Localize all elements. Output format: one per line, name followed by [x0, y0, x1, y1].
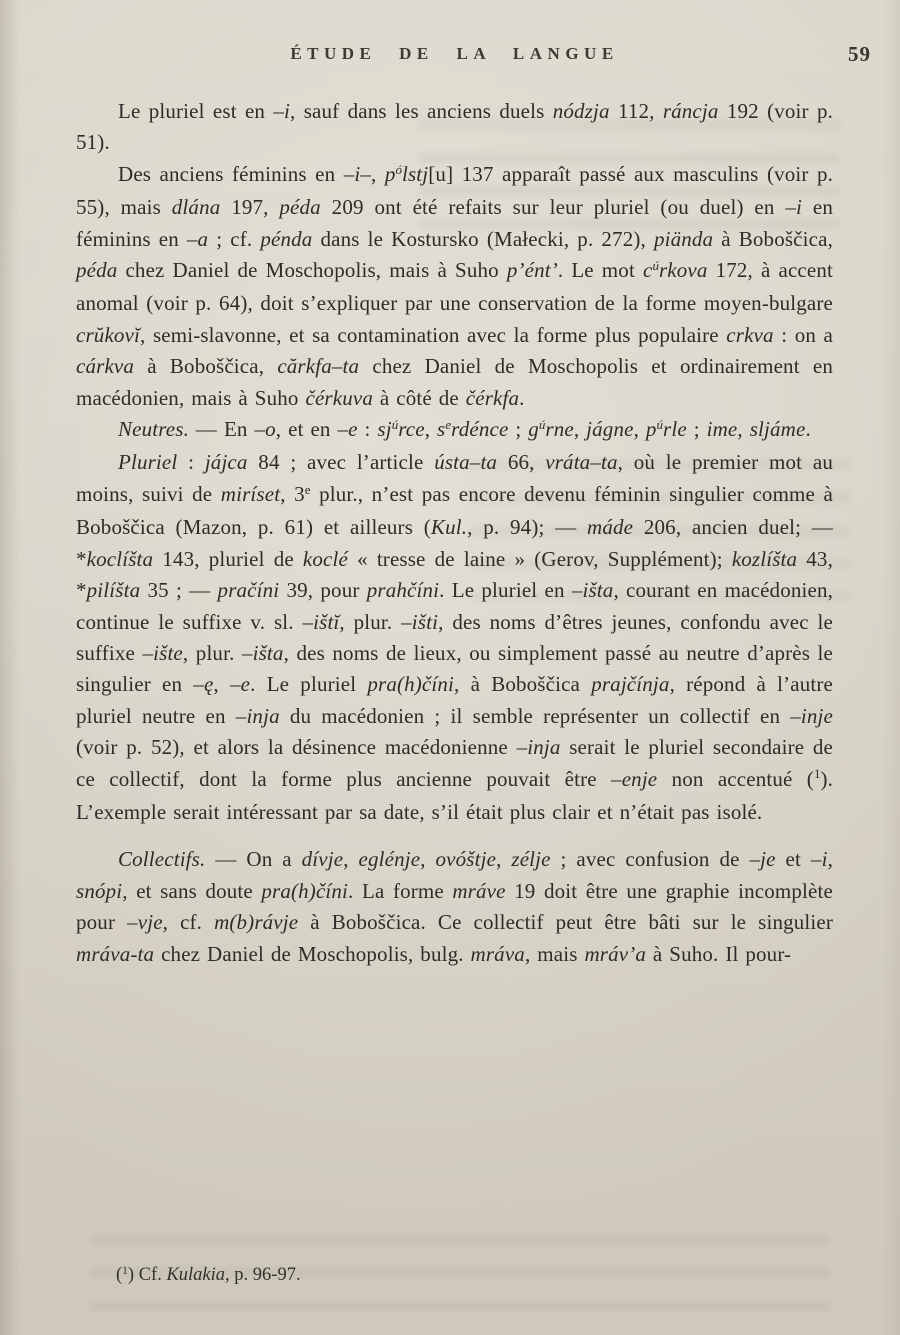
text-run: à Suho. Il pour-	[646, 941, 792, 966]
italic-term: sj	[377, 417, 392, 442]
text-run: 197,	[220, 195, 280, 220]
text-run: à Boboščica,	[134, 354, 278, 379]
page-header	[76, 42, 871, 74]
italic-term: –ište	[142, 640, 183, 665]
italic-term: rdénce	[451, 417, 509, 442]
text-run: serait le pluriel secondaire de ce collectif, dont la forme plus ancienne pouvait être	[76, 735, 834, 791]
text-run: . Le pluriel	[250, 672, 368, 697]
text-run: et	[775, 847, 811, 872]
text-run: à Boboščica. Ce collectif peut être bâti sur le singulier	[298, 910, 833, 935]
italic-term: pilíšta	[86, 578, 141, 603]
text-run: ,	[343, 847, 359, 872]
text-run: 172, à accent anomal (voir p. 64), doit s’expliquer par une conservation de la forme moyen-bulgare	[76, 258, 833, 316]
italic-term: dlána	[171, 195, 221, 220]
italic-term: piända	[653, 226, 714, 251]
italic-term: Kulakia	[166, 1265, 226, 1285]
superscript: e	[304, 481, 311, 497]
text-run: , plur.	[182, 640, 242, 665]
text-run: [u] 137 apparaît passé aux masculins (voir p. 55), mais	[76, 161, 833, 220]
text-run: ,	[424, 417, 438, 442]
italic-term: rce	[398, 417, 425, 442]
italic-term: –ištĭ	[302, 609, 340, 634]
italic-term: koclé	[302, 546, 348, 571]
text-run: dans le Kostursko (Małecki, p. 272),	[312, 226, 654, 251]
text-run: 206, ancien duel; — *	[76, 515, 833, 571]
italic-term: –i	[273, 99, 291, 123]
text-run: du macédonien ; il semble représenter un collectif en	[279, 703, 791, 728]
italic-term: cárkva	[76, 354, 135, 379]
italic-term: eglénje	[358, 847, 421, 872]
text-run: , semi-slavonne, et sa contamination avec la forme plus populaire	[140, 322, 727, 347]
italic-term: p	[384, 161, 396, 186]
italic-term: péda	[76, 258, 118, 283]
text-run: (voir p. 52), et alors la désinence macédonienne	[76, 735, 517, 760]
text-run: ; avec confusion de	[550, 847, 750, 872]
text-run: :	[177, 450, 205, 475]
text-run: ,	[573, 417, 587, 442]
italic-term: ústa–ta	[434, 450, 498, 475]
text-run: — En	[189, 417, 255, 442]
italic-term: crkva	[726, 322, 774, 347]
italic-term: p	[645, 417, 657, 442]
italic-term: –o	[254, 417, 276, 442]
text-run: 84 ; avec l’article	[247, 450, 435, 475]
italic-term: prahčíni	[366, 578, 440, 603]
text-run: . Le pluriel en	[439, 578, 572, 603]
italic-term: lstj	[402, 161, 429, 186]
text-run: « tresse de laine » (Gerov, Supplément);	[347, 546, 732, 571]
text-run: , où le premier mot au moins, suivi de	[76, 450, 833, 506]
superscript: e	[445, 416, 452, 432]
text-run: Des anciens féminins en	[118, 161, 344, 186]
italic-term: mráv’a	[584, 941, 646, 966]
text-run: 143, pluriel de	[153, 546, 303, 571]
italic-term: –i–	[343, 161, 371, 186]
italic-term: Kul.	[430, 515, 468, 540]
text-run: à côté de	[372, 385, 466, 410]
italic-term: máde	[587, 515, 634, 540]
italic-term: –ę	[193, 672, 214, 697]
italic-term: Pluriel	[118, 450, 178, 475]
italic-term: –je	[749, 847, 776, 872]
text-run: , répond à l’autre pluriel neutre en	[76, 672, 833, 728]
italic-term: s	[437, 417, 446, 442]
text-run: , et en	[275, 417, 338, 442]
text-run: à Boboščica,	[713, 226, 833, 251]
italic-term: mráva	[470, 941, 525, 966]
body-text	[76, 96, 833, 970]
italic-term: ráncja	[662, 99, 719, 123]
italic-term: –inja	[235, 703, 280, 728]
text-run: , à Boboščica	[454, 672, 592, 697]
paragraph	[76, 844, 833, 970]
italic-term: zélje	[511, 847, 551, 872]
text-run: ,	[213, 672, 230, 697]
text-run: , 3	[280, 481, 305, 506]
italic-term: –išti	[401, 609, 439, 634]
italic-term: miríset	[220, 481, 281, 506]
text-run: ,	[827, 847, 833, 872]
text-run: chez Daniel de Moschopolis et ordinairement en macédonien, mais à Suho	[76, 354, 833, 410]
text-run: , sauf dans les anciens duels	[290, 99, 553, 123]
italic-term: dívje	[301, 847, 344, 872]
text-run: ). L’exemple serait intéressant par sa date, s’il était plus clair et n’était pas isolé.	[76, 766, 833, 824]
text-run: 43, *	[76, 546, 833, 603]
italic-term: Neutres.	[118, 417, 189, 442]
paragraph	[76, 96, 833, 159]
italic-term: nódzja	[552, 99, 610, 123]
footnote	[76, 1262, 833, 1290]
text-run: 35 ; —	[140, 578, 218, 603]
italic-term: –inja	[516, 735, 561, 760]
superscript: 1	[122, 1264, 128, 1277]
text-run: chez Daniel de Moschopolis, bulg.	[154, 941, 471, 966]
italic-term: –vje	[127, 910, 163, 935]
italic-term: pénda	[260, 226, 313, 251]
text-run: 192 (voir p. 51).	[76, 99, 833, 155]
italic-term: –i	[785, 195, 803, 220]
italic-term: čérkuva	[305, 385, 373, 410]
superscript: ú	[656, 416, 664, 432]
text-run: ,	[633, 417, 646, 442]
italic-term: –enje	[611, 766, 658, 791]
text-run: non accentué (	[657, 766, 814, 791]
italic-term: jágne	[586, 417, 634, 442]
superscript: ú	[538, 416, 546, 432]
text-run: :	[357, 417, 378, 442]
text-run: 209 ont été refaits sur leur pluriel (ou duel) en	[320, 195, 786, 220]
italic-term: rle	[663, 417, 687, 442]
text-run: ,	[420, 847, 436, 872]
italic-term: péda	[279, 195, 321, 220]
text-run: .	[519, 385, 525, 410]
italic-term: koclíšta	[86, 546, 154, 571]
running-title: ÉTUDE DE LA LANGUE	[290, 44, 619, 63]
text-run: , p. 94); —	[467, 515, 588, 540]
text-run: 19 doit être une graphie incomplète pour	[76, 878, 833, 935]
italic-term: mráve	[452, 878, 506, 903]
text-run: chez Daniel de Moschopolis, mais à Suho	[117, 258, 507, 283]
italic-term: rkova	[658, 258, 708, 283]
italic-term: ime	[706, 417, 738, 442]
text-run: : on a	[773, 322, 833, 347]
text-run: , cf.	[162, 910, 215, 935]
text-run: , des noms de lieux, ou simplement passé au neutre d’après le singulier en	[76, 640, 833, 697]
italic-term: –išta	[571, 578, 614, 603]
italic-term: pračíni	[217, 578, 280, 603]
italic-term: vráta–ta	[545, 450, 618, 475]
italic-term: p’ént’	[506, 258, 558, 283]
italic-term: cărkfa–ta	[277, 354, 360, 379]
text-run: (	[116, 1265, 123, 1285]
italic-term: –išta	[241, 640, 284, 665]
text-run: ;	[508, 417, 529, 442]
text-run: 66,	[497, 450, 546, 475]
superscript: ó	[395, 161, 402, 177]
superscript: 1	[813, 766, 821, 782]
italic-term: crŭkovĭ	[76, 322, 141, 347]
italic-term: ovóštje	[435, 847, 497, 872]
italic-term: c	[642, 258, 653, 283]
text-run: ) Cf.	[127, 1265, 167, 1285]
italic-term: mráva-ta	[76, 941, 155, 966]
italic-term: –e	[337, 417, 358, 442]
italic-term: sljáme	[749, 417, 806, 442]
italic-term: jájca	[204, 450, 248, 475]
superscript: ú	[652, 257, 659, 273]
text-run: ;	[686, 417, 707, 442]
italic-term: pra(h)číni	[367, 672, 454, 697]
text-run: ; cf.	[208, 226, 261, 251]
text-run: , plur.	[339, 609, 402, 634]
text-run: , des noms d’êtres jeunes, confondu avec le suffixe	[76, 609, 834, 665]
text-run: 112,	[609, 99, 663, 123]
italic-term: –inje	[790, 703, 833, 728]
italic-term: kozlíšta	[731, 546, 798, 571]
italic-term: rne	[545, 417, 574, 442]
italic-term: –i	[810, 847, 828, 872]
italic-term: –a	[186, 226, 209, 251]
paragraph	[76, 414, 833, 447]
paragraph	[76, 447, 833, 828]
text-run: Le pluriel est en	[118, 99, 274, 123]
italic-term: m(b)rávje	[214, 910, 299, 935]
italic-term: pra(h)číni	[261, 878, 349, 903]
text-run: , et sans doute	[122, 878, 262, 903]
text-run: ,	[496, 847, 512, 872]
text-run: . Le mot	[557, 258, 643, 283]
text-run: plur., n’est pas encore devenu féminin singulier comme à Boboščica (Mazon, p. 61) et ailleurs (	[76, 481, 834, 540]
italic-term: snópi	[76, 878, 123, 903]
page-number: 59	[848, 42, 871, 66]
text-run: , mais	[524, 941, 585, 966]
text-run: ,	[737, 417, 750, 442]
italic-term: Collectifs.	[118, 847, 206, 872]
italic-term: –e	[230, 672, 251, 697]
text-run: , courant en macédonien, continue le suffixe v. sl.	[76, 578, 833, 634]
text-run: ,	[370, 161, 385, 186]
superscript: ú	[391, 416, 399, 432]
paragraph	[76, 159, 833, 414]
text-run: . La forme	[348, 878, 453, 903]
text-run: .	[805, 417, 811, 442]
text-run: 39, pour	[279, 578, 367, 603]
text-run: en féminins en	[76, 195, 834, 251]
text-run: — On a	[205, 847, 302, 872]
italic-term: čérkfa	[465, 385, 520, 410]
text-run: , p. 96-97.	[225, 1265, 301, 1285]
italic-term: g	[528, 417, 539, 442]
italic-term: prajčínja	[591, 672, 670, 697]
